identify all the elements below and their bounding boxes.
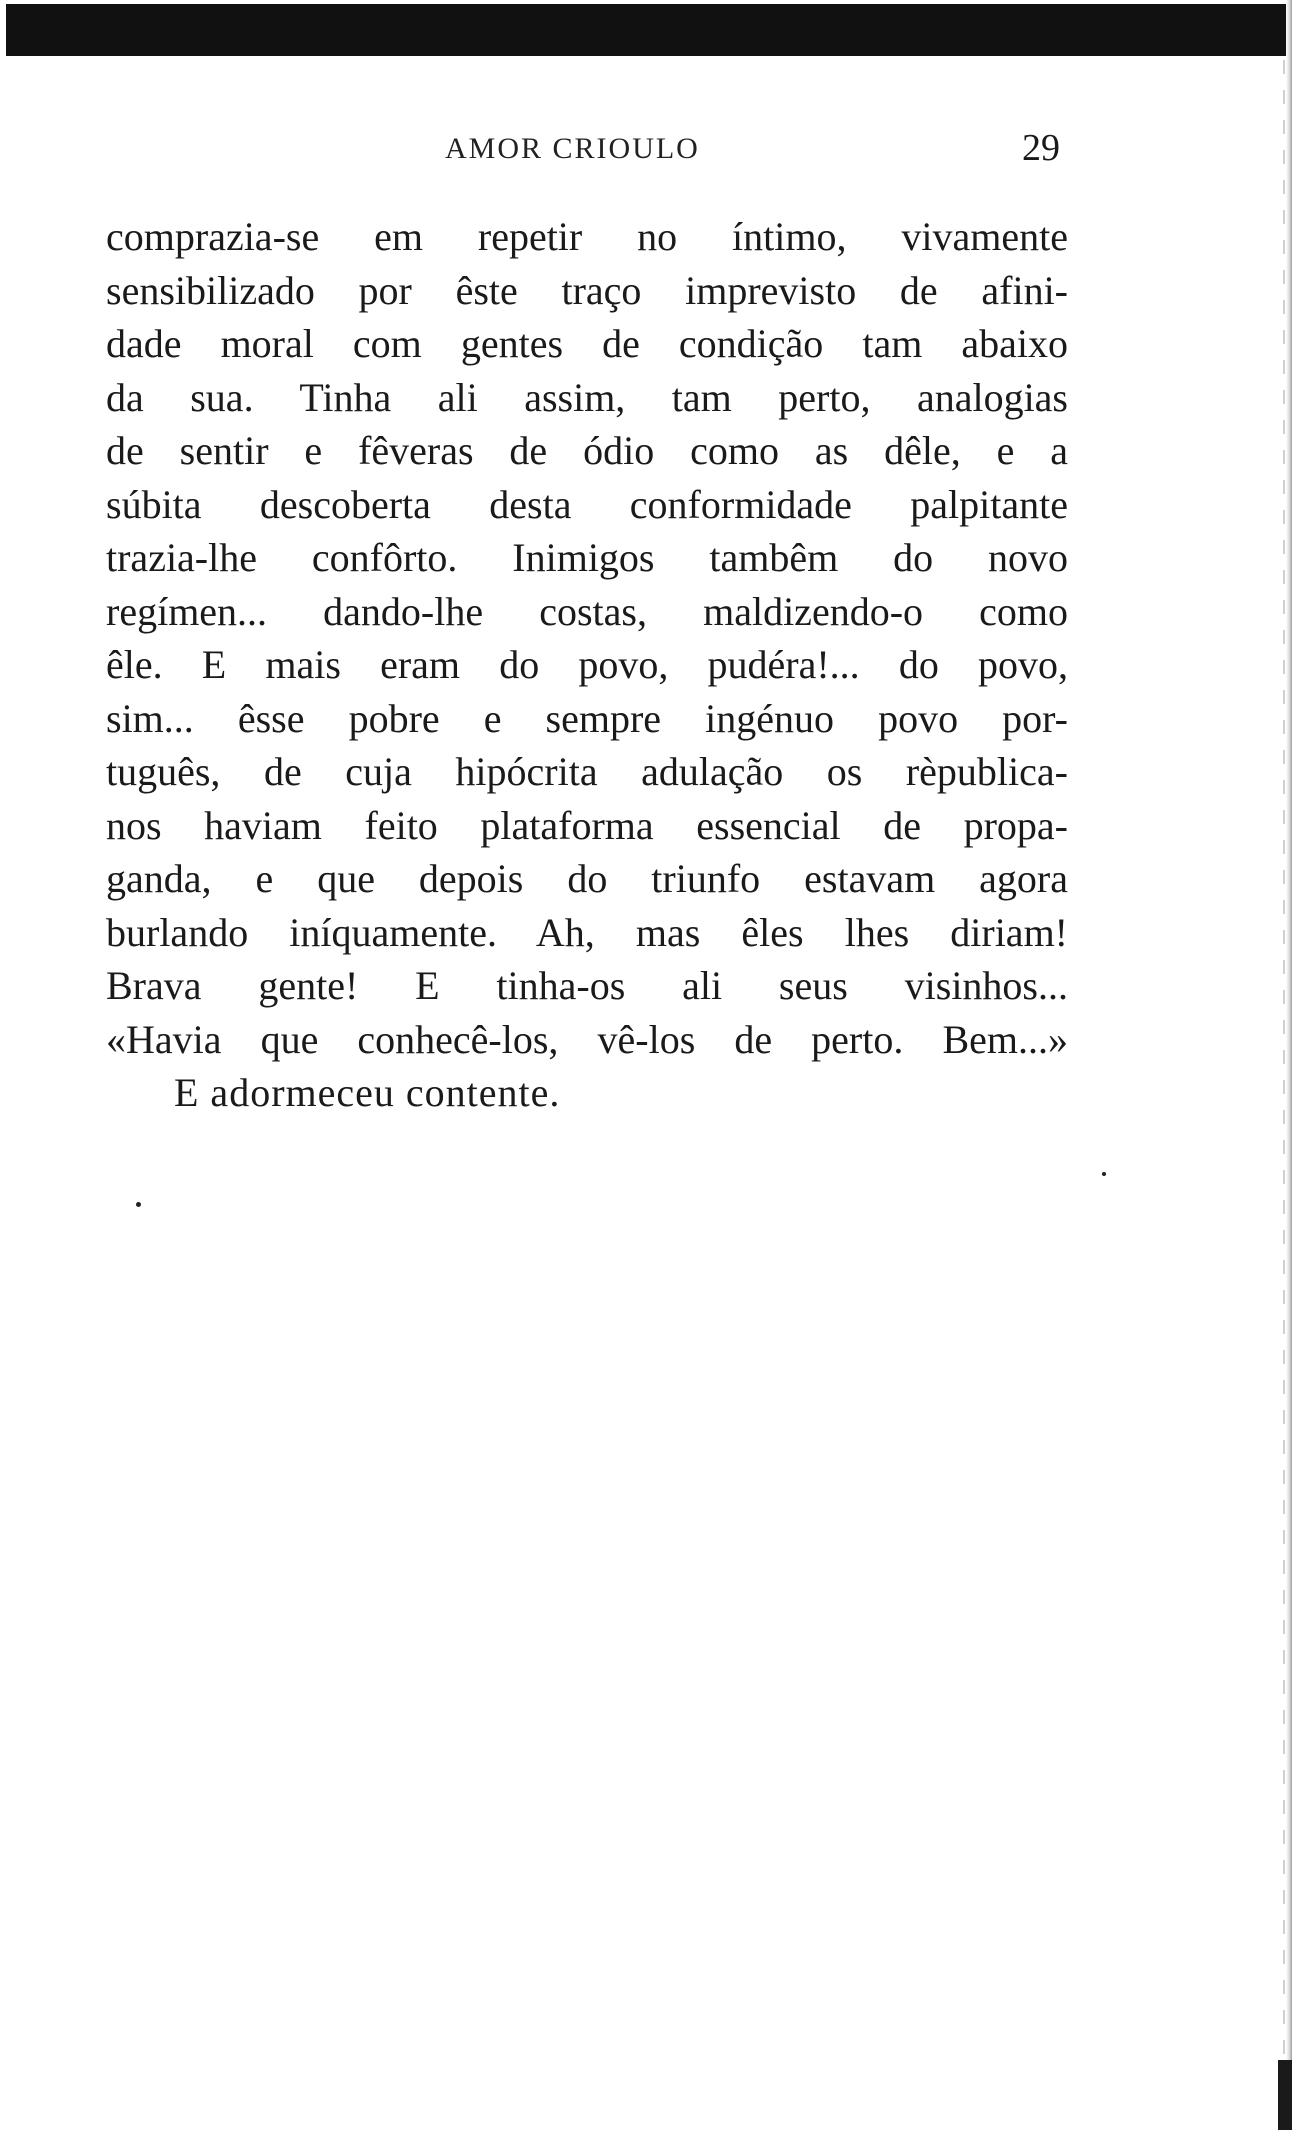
scan-bottom-corner bbox=[1278, 2060, 1292, 2130]
text-line: nos haviam feito plataforma essencial de propa- bbox=[106, 802, 1068, 848]
text-line: da sua. Tinha ali assim, tam perto, analogias bbox=[106, 374, 1068, 420]
text-line: dade moral com gentes de condição tam abaixo bbox=[106, 321, 1068, 366]
running-head bbox=[0, 127, 1292, 172]
scan-speck bbox=[1102, 1172, 1106, 1176]
text-line: êle. E mais eram do povo, pudéra!... do povo, bbox=[106, 642, 1068, 687]
text-line: tuguês, de cuja hipócrita adulação os rèpublica- bbox=[106, 749, 1068, 794]
text-line: comprazia-se em repetir no íntimo, vivamente bbox=[106, 214, 1068, 259]
scan-speck bbox=[136, 1202, 141, 1207]
text-line-final: E adormeceu contente. bbox=[174, 1070, 561, 1115]
text-line: burlando iníquamente. Ah, mas êles lhes diriam! bbox=[106, 909, 1068, 955]
scan-top-border bbox=[6, 4, 1288, 56]
text-line: de sentir e fêveras de ódio como as dêle, e a bbox=[106, 428, 1068, 473]
text-line: regímen... dando-lhe costas, maldizendo-o como bbox=[106, 588, 1068, 634]
text-line: ganda, e que depois do triunfo estavam agora bbox=[106, 856, 1068, 901]
page-number: 29 bbox=[1022, 127, 1060, 169]
scan-edge-shadow bbox=[1283, 60, 1285, 2100]
text-line: sim... êsse pobre e sempre ingénuo povo por- bbox=[106, 695, 1068, 741]
text-line: sensibilizado por êste traço imprevisto de afini- bbox=[106, 267, 1068, 313]
running-title: AMOR CRIOULO bbox=[445, 132, 700, 165]
text-line: Brava gente! E tinha-os ali seus visinhos... bbox=[106, 963, 1068, 1008]
scan-right-edge bbox=[1286, 0, 1292, 2130]
text-line: trazia-lhe confôrto. Inimigos tambêm do novo bbox=[106, 535, 1068, 580]
text-line: súbita descoberta desta conformidade palpitante bbox=[106, 481, 1068, 527]
text-line: «Havia que conhecê-los, vê-los de perto. Bem...» bbox=[106, 1016, 1068, 1062]
body-text bbox=[106, 210, 1068, 1120]
